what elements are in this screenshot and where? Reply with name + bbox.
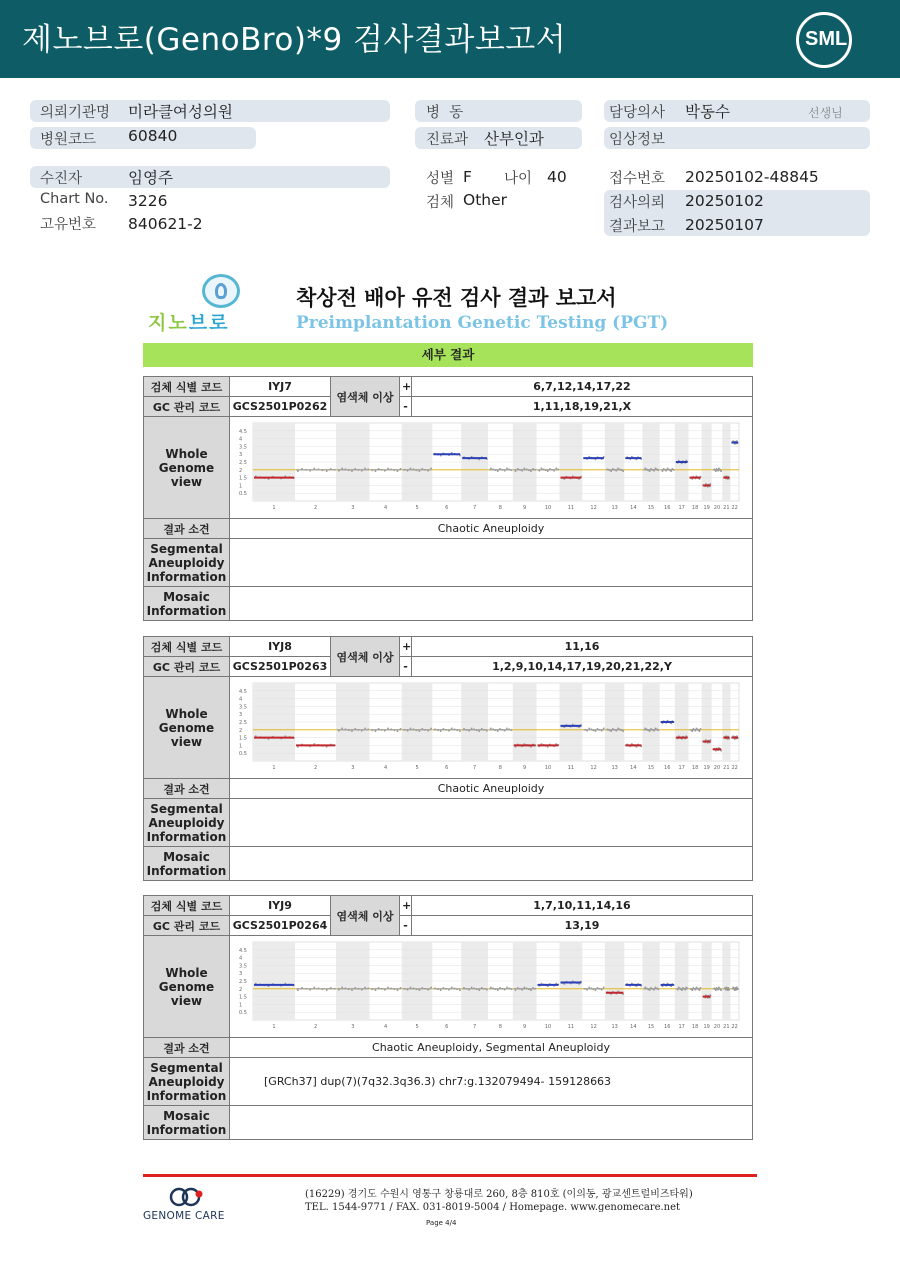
x-tick-label: 16: [664, 765, 671, 771]
request-value: 20250102: [685, 192, 764, 210]
data-point: [440, 730, 442, 732]
reception-label: 접수번호: [609, 171, 666, 187]
data-point: [351, 470, 353, 472]
whole-genome-plot: [230, 677, 753, 779]
data-point: [478, 730, 480, 732]
data-point: [397, 989, 399, 991]
data-point: [314, 987, 316, 989]
y-tick-label: 1.5: [239, 735, 247, 742]
gc-code-label: GC 관리 코드: [144, 397, 230, 417]
data-point: [617, 468, 619, 470]
data-point: [364, 987, 366, 989]
dna-bubble-icon: [202, 274, 240, 308]
loss-chromosomes: 13,19: [412, 916, 753, 936]
data-point: [490, 728, 492, 730]
y-tick-label: 1: [239, 1002, 243, 1009]
x-tick-label: 6: [445, 765, 449, 771]
data-point: [610, 730, 612, 732]
data-point: [419, 989, 421, 991]
x-tick-label: 15: [647, 505, 655, 511]
department-value: 산부인과: [484, 130, 544, 148]
findings-label: 결과 소견: [144, 779, 230, 799]
data-point: [375, 470, 377, 472]
y-tick-label: 4: [239, 696, 243, 703]
data-point: [720, 989, 722, 991]
y-tick-label: 4.5: [239, 947, 247, 954]
data-point: [490, 468, 492, 470]
data-point: [351, 730, 353, 732]
unique-value: 840621-2: [128, 215, 203, 233]
data-point: [670, 470, 672, 472]
x-tick-label: 1: [272, 765, 276, 771]
data-point: [459, 730, 461, 732]
data-point: [588, 987, 590, 989]
data-point: [699, 989, 701, 991]
abnormal-label: 염색체 이상: [331, 896, 400, 936]
data-point: [297, 989, 299, 991]
gc-code-value: GCS2501P0262: [230, 397, 331, 417]
data-point: [326, 989, 328, 991]
y-tick-label: 3.5: [239, 704, 247, 711]
x-tick-label: 3: [351, 765, 355, 771]
result-value: 20250107: [685, 216, 764, 234]
data-point: [326, 470, 328, 472]
data-point: [530, 470, 532, 472]
data-point: [662, 470, 664, 472]
hospital-code-value: 60840: [128, 127, 178, 145]
y-tick-label: 0.5: [239, 491, 247, 498]
x-tick-label: 9: [523, 505, 527, 511]
sample-code-label: 검체 식별 코드: [144, 637, 230, 657]
data-point: [341, 987, 343, 989]
mosaic-label: Mosaic Information: [144, 847, 230, 881]
mosaic-value: [230, 847, 753, 881]
x-tick-label: 5: [415, 1024, 419, 1030]
data-point: [387, 987, 389, 989]
data-point: [297, 470, 299, 472]
reception-value: 20250102-48845: [685, 168, 819, 186]
x-tick-label: 22: [731, 1024, 738, 1030]
x-tick-label: 2: [313, 505, 318, 511]
y-tick-label: 1: [239, 483, 243, 490]
x-tick-label: 7: [473, 1024, 477, 1030]
mosaic-value: [230, 587, 753, 621]
mosaic-label: Mosaic Information: [144, 1106, 230, 1140]
x-tick-label: 2: [313, 1024, 318, 1030]
examinee-value: 임영주: [128, 169, 173, 187]
data-point: [375, 730, 377, 732]
y-tick-label: 3: [239, 712, 243, 719]
data-point: [515, 989, 517, 991]
y-tick-label: 2.5: [239, 460, 247, 466]
data-point: [506, 468, 508, 470]
sample-code-value: IYJ7: [230, 377, 331, 397]
x-tick-label: 1: [272, 1024, 276, 1030]
data-point: [397, 470, 399, 472]
age-label: 나이: [504, 171, 533, 187]
data-point: [524, 468, 526, 470]
x-tick-label: 3: [351, 1024, 355, 1030]
gain-chromosomes: 11,16: [412, 637, 753, 657]
request-label: 검사의뢰: [609, 195, 666, 211]
data-point: [547, 470, 549, 472]
data-point: [655, 728, 657, 730]
report-title: 제노브로(GenoBro)*9 검사결과보고서: [22, 22, 567, 58]
data-point: [649, 730, 651, 732]
y-tick-label: 4.5: [239, 688, 247, 695]
data-point: [419, 730, 421, 732]
x-tick-label: 14: [630, 1024, 637, 1030]
data-point: [524, 987, 526, 989]
data-point: [440, 989, 442, 991]
x-tick-label: 17: [678, 505, 685, 511]
x-tick-label: 2: [313, 765, 318, 771]
data-point: [410, 987, 412, 989]
sex-label: 성별: [426, 171, 455, 187]
data-point: [555, 468, 557, 470]
findings-label: 결과 소견: [144, 519, 230, 539]
segmental-value: [GRCh37] dup(7)(7q32.3q36.3) chr7:g.132079494- 159128663: [230, 1058, 753, 1106]
pgt-report-title: 착상전 배아 유전 검사 결과 보고서: [296, 286, 617, 310]
data-point: [644, 468, 646, 470]
data-point: [603, 987, 605, 989]
genome-care-mark-icon: [167, 1186, 205, 1208]
data-point: [387, 728, 389, 730]
requesting-org-value: 미라클여성의원: [128, 103, 233, 121]
genome-plot-svg: [237, 419, 745, 513]
x-tick-label: 21: [723, 765, 730, 771]
x-tick-label: 6: [445, 505, 449, 511]
ward-label: 병 동: [426, 105, 464, 121]
data-point: [430, 987, 432, 989]
doctor-value: 박동수: [685, 103, 730, 121]
x-tick-label: 17: [678, 1024, 685, 1030]
x-tick-label: 4: [384, 505, 388, 511]
sex-value: F: [463, 168, 472, 186]
y-tick-label: 3.5: [239, 444, 247, 451]
pill-examinee: [30, 166, 390, 188]
doctor-label: 담당의사: [609, 105, 666, 121]
segmental-label: Segmental Aneuploidy Information: [144, 539, 230, 587]
segmental-value: [230, 799, 753, 847]
data-point: [497, 730, 499, 732]
mosaic-label: Mosaic Information: [144, 587, 230, 621]
gain-sign: +: [400, 637, 412, 657]
requesting-org-label: 의뢰기관명: [40, 105, 111, 121]
data-point: [692, 989, 694, 991]
x-tick-label: 3: [351, 505, 355, 511]
detail-result-bar: 세부 결과: [143, 343, 753, 367]
whole-genome-label: Whole Genome view: [144, 417, 230, 519]
doctor-suffix: 선생님: [808, 106, 843, 120]
x-tick-label: 17: [678, 765, 685, 771]
loss-chromosomes: 1,11,18,19,21,X: [412, 397, 753, 417]
data-point: [541, 468, 543, 470]
y-tick-label: 2.5: [239, 720, 247, 726]
data-point: [622, 730, 624, 732]
x-tick-label: 19: [703, 1024, 710, 1030]
data-point: [351, 989, 353, 991]
page-number: Page 4/4: [426, 1219, 457, 1227]
y-tick-label: 1: [239, 743, 243, 750]
x-tick-label: 4: [384, 1024, 388, 1030]
data-point: [387, 468, 389, 470]
data-point: [410, 468, 412, 470]
data-point: [419, 470, 421, 472]
segmental-value: [230, 539, 753, 587]
data-point: [530, 989, 532, 991]
data-point: [341, 728, 343, 730]
data-point: [451, 728, 453, 730]
data-point: [490, 987, 492, 989]
contact-line: TEL. 1544-9771 / FAX. 031-8019-5004 / Homepage. www.genomecare.net: [305, 1202, 681, 1213]
genome-plot-svg: [237, 938, 745, 1032]
y-tick-label: 1.5: [239, 994, 247, 1001]
whole-genome-plot: [230, 936, 753, 1038]
x-tick-label: 6: [445, 1024, 449, 1030]
data-point: [644, 728, 646, 730]
unique-label: 고유번호: [40, 217, 97, 233]
department-label: 진료과: [426, 132, 469, 148]
genome-plot-svg: [237, 679, 745, 773]
footer-divider: [143, 1174, 757, 1177]
x-tick-label: 14: [630, 505, 637, 511]
data-point: [692, 730, 694, 732]
x-tick-label: 18: [691, 765, 699, 771]
loss-sign: -: [400, 657, 412, 677]
x-tick-label: 12: [590, 765, 597, 771]
x-tick-label: 13: [611, 1024, 618, 1030]
sml-logo: SML: [796, 12, 852, 68]
x-tick-label: 8: [498, 765, 502, 771]
x-tick-label: 9: [523, 765, 527, 771]
findings-value: Chaotic Aneuploidy, Segmental Aneuploidy: [230, 1038, 753, 1058]
sample-code-label: 검체 식별 코드: [144, 896, 230, 916]
data-point: [715, 470, 717, 472]
x-tick-label: 12: [590, 1024, 597, 1030]
whole-genome-label: Whole Genome view: [144, 677, 230, 779]
gain-sign: +: [400, 896, 412, 916]
data-point: [397, 730, 399, 732]
segmental-label: Segmental Aneuploidy Information: [144, 799, 230, 847]
x-tick-label: 16: [664, 505, 671, 511]
data-point: [595, 989, 597, 991]
data-point: [430, 468, 432, 470]
sample-code-value: IYJ8: [230, 637, 331, 657]
data-point: [430, 728, 432, 730]
data-point: [681, 989, 683, 991]
x-tick-label: 11: [567, 1024, 575, 1030]
y-tick-label: 1.5: [239, 475, 247, 482]
genome-care-logo: GENOME CARE: [143, 1186, 233, 1226]
x-tick-label: 15: [647, 1024, 655, 1030]
abnormal-label: 염색체 이상: [331, 637, 400, 677]
data-point: [699, 730, 701, 732]
whole-genome-plot: [230, 417, 753, 519]
data-point: [375, 989, 377, 991]
address-line: (16229) 경기도 수원시 영통구 창룡대로 260, 8층 810호 (이의동, 광교센트럴비즈타워): [305, 1189, 693, 1200]
data-point: [410, 728, 412, 730]
x-tick-label: 5: [415, 765, 419, 771]
x-tick-label: 10: [544, 505, 552, 511]
data-point: [506, 728, 508, 730]
segmental-label: Segmental Aneuploidy Information: [144, 1058, 230, 1106]
data-point: [649, 470, 651, 472]
data-point: [471, 728, 473, 730]
sample-table: [143, 636, 753, 881]
hospital-code-label: 병원코드: [40, 132, 97, 148]
x-tick-label: 20: [713, 505, 721, 511]
x-tick-label: 14: [630, 765, 637, 771]
specimen-label: 검체: [426, 195, 455, 211]
data-point: [595, 730, 597, 732]
data-point: [515, 470, 517, 472]
x-tick-label: 13: [611, 505, 618, 511]
y-tick-label: 3.5: [239, 963, 247, 970]
sample-code-value: IYJ9: [230, 896, 331, 916]
gc-code-value: GCS2501P0263: [230, 657, 331, 677]
clinical-label: 임상정보: [609, 132, 666, 148]
x-tick-label: 20: [713, 1024, 721, 1030]
findings-value: Chaotic Aneuploidy: [230, 519, 753, 539]
data-point: [341, 468, 343, 470]
whole-genome-label: Whole Genome view: [144, 936, 230, 1038]
data-point: [720, 470, 722, 472]
y-tick-label: 4: [239, 436, 243, 443]
data-point: [617, 728, 619, 730]
gain-chromosomes: 6,7,12,14,17,22: [412, 377, 753, 397]
abnormal-label: 염색체 이상: [331, 377, 400, 417]
x-tick-label: 11: [567, 765, 575, 771]
x-tick-label: 18: [691, 505, 699, 511]
gc-code-value: GCS2501P0264: [230, 916, 331, 936]
data-point: [644, 987, 646, 989]
data-point: [622, 470, 624, 472]
sample-table: [143, 895, 753, 1140]
x-tick-label: 10: [544, 765, 552, 771]
data-point: [459, 989, 461, 991]
y-tick-label: 3: [239, 971, 243, 978]
data-point: [506, 987, 508, 989]
x-tick-label: 11: [567, 505, 575, 511]
y-tick-label: 2: [239, 467, 243, 474]
data-point: [497, 989, 499, 991]
x-tick-label: 5: [415, 505, 419, 511]
examinee-label: 수진자: [40, 171, 83, 187]
x-tick-label: 18: [691, 1024, 699, 1030]
sample-code-label: 검체 식별 코드: [144, 377, 230, 397]
chart-value: 3226: [128, 192, 168, 210]
gc-code-label: GC 관리 코드: [144, 916, 230, 936]
data-point: [364, 468, 366, 470]
findings-value: Chaotic Aneuploidy: [230, 779, 753, 799]
y-tick-label: 2: [239, 986, 243, 993]
data-point: [478, 989, 480, 991]
data-point: [471, 987, 473, 989]
data-point: [588, 728, 590, 730]
data-point: [655, 987, 657, 989]
x-tick-label: 20: [713, 765, 721, 771]
y-tick-label: 4: [239, 955, 243, 962]
data-point: [314, 468, 316, 470]
genobro-logo: 지노브로: [145, 272, 257, 334]
data-point: [610, 470, 612, 472]
y-tick-label: 3: [239, 452, 243, 459]
x-tick-label: 22: [731, 505, 738, 511]
x-tick-label: 16: [664, 1024, 671, 1030]
footer-address: [305, 1188, 693, 1214]
x-tick-label: 19: [703, 765, 710, 771]
mosaic-value: [230, 1106, 753, 1140]
data-point: [655, 468, 657, 470]
x-tick-label: 22: [731, 765, 738, 771]
y-tick-label: 4.5: [239, 428, 247, 435]
data-point: [497, 470, 499, 472]
x-tick-label: 7: [473, 505, 477, 511]
x-tick-label: 21: [723, 1024, 730, 1030]
x-tick-label: 8: [498, 1024, 502, 1030]
age-value: 40: [547, 168, 567, 186]
gain-chromosomes: 1,7,10,11,14,16: [412, 896, 753, 916]
data-point: [649, 989, 651, 991]
loss-chromosomes: 1,2,9,10,14,17,19,20,21,22,Y: [412, 657, 753, 677]
x-tick-label: 8: [498, 505, 502, 511]
sample-table: [143, 376, 753, 621]
result-label: 결과보고: [609, 219, 666, 235]
y-tick-label: 2.5: [239, 979, 247, 985]
loss-sign: -: [400, 916, 412, 936]
gc-code-label: GC 관리 코드: [144, 657, 230, 677]
loss-sign: -: [400, 397, 412, 417]
x-tick-label: 21: [723, 505, 730, 511]
report-header-bar: [0, 0, 900, 78]
x-tick-label: 13: [611, 765, 618, 771]
x-tick-label: 9: [523, 1024, 527, 1030]
data-point: [603, 728, 605, 730]
specimen-value: Other: [463, 191, 508, 209]
pgt-report-subtitle: Preimplantation Genetic Testing (PGT): [296, 313, 669, 333]
chart-label: Chart No.: [40, 191, 109, 207]
x-tick-label: 19: [703, 505, 710, 511]
x-tick-label: 1: [272, 505, 276, 511]
x-tick-label: 12: [590, 505, 597, 511]
data-point: [364, 728, 366, 730]
y-tick-label: 0.5: [239, 1010, 247, 1017]
x-tick-label: 15: [647, 765, 655, 771]
gain-sign: +: [400, 377, 412, 397]
data-point: [715, 989, 717, 991]
y-tick-label: 0.5: [239, 751, 247, 758]
x-tick-label: 10: [544, 1024, 552, 1030]
x-tick-label: 4: [384, 765, 388, 771]
data-point: [451, 987, 453, 989]
y-tick-label: 2: [239, 727, 243, 734]
x-tick-label: 7: [473, 765, 477, 771]
findings-label: 결과 소견: [144, 1038, 230, 1058]
